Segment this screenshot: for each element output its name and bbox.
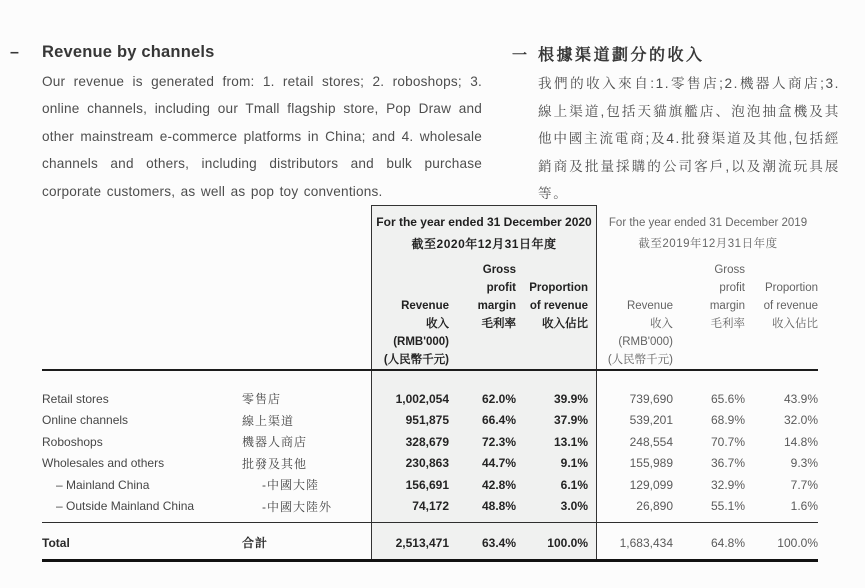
margin-label-l3: margin [709,300,745,312]
total-margin-2020: 63.4% [481,535,516,550]
proportion-2019: 9.3% [790,456,818,471]
row-label-en: Roboshops [42,434,103,449]
revenue-label-en: Revenue [401,300,449,312]
revenue-table [42,205,818,575]
col-header-margin-2019 [673,261,745,369]
proportion-2020: 13.1% [553,434,588,449]
revenue-2019: 248,554 [629,434,673,449]
col-headers-2019 [597,261,818,369]
proportion-2019: 1.6% [790,499,818,514]
table-body [42,388,818,517]
proportion-label-zh: 收入佔比 [772,318,818,330]
table-bottom-line [42,559,818,562]
proportion-label-l1: Proportion [529,282,588,294]
table-row [42,410,818,432]
table-row [42,474,818,496]
revenue-2020: 156,691 [405,477,449,492]
year-2019-title-en: For the year ended 31 December 2019 [608,217,808,229]
margin-label-l1: Gross [482,264,516,276]
total-revenue-2019: 1,683,434 [619,535,673,550]
year-2020-header [371,211,597,255]
revenue-2019: 155,989 [629,456,673,471]
revenue-unit-en: (RMB'000) [618,336,673,348]
en-section-body: Our revenue is generated from: 1. retail stores; 2. roboshops; 3. online channels, including our Tmall flagship store, Pop Draw and other mainstream e-commerce platforms in China; and 4. wholesale channels and others, including distributors and bulk purchase corporate customers, as well as pop toy conventions. [42,74,482,199]
year-2020-title-en: For the year ended 31 December 2020 [376,215,592,229]
margin-2019: 36.7% [710,456,745,471]
total-label-en: Total [42,535,70,550]
revenue-2019: 26,890 [636,499,673,514]
revenue-label-zh: 收入 [426,318,449,330]
revenue-2020: 1,002,054 [395,391,449,406]
margin-label-l2: profit [719,282,745,294]
proportion-label-l1: Proportion [764,282,818,294]
proportion-2020: 37.9% [553,413,588,428]
en-section-dash: – [10,44,19,61]
row-label-zh: -中國大陸外 [262,499,332,514]
revenue-2019: 739,690 [629,391,673,406]
margin-2019: 55.1% [710,499,745,514]
row-label-en: Retail stores [42,391,109,406]
revenue-2019: 129,099 [629,477,673,492]
margin-label-l1: Gross [714,264,745,276]
total-label-zh: 合計 [242,536,269,550]
margin-label-l3: margin [477,300,516,312]
proportion-label-l2: of revenue [529,300,588,312]
total-divider-line [42,522,818,523]
year-2019-title-zh: 截至2019年12月31日年度 [638,238,778,250]
row-label-en: – Mainland China [56,477,150,492]
revenue-label-en: Revenue [626,300,673,312]
proportion-2019: 43.9% [783,391,818,406]
proportion-2020: 6.1% [560,477,588,492]
revenue-label-zh: 收入 [650,318,673,330]
table-row [42,388,818,410]
col-header-revenue-2020 [371,297,455,369]
zh-section-dash: 一 [512,47,528,64]
margin-2020: 72.3% [481,434,516,449]
total-revenue-2020: 2,513,471 [395,535,449,550]
row-label-zh: 機器人商店 [242,435,308,450]
proportion-2019: 32.0% [783,413,818,428]
revenue-unit-zh: (人民幣千元) [607,354,673,366]
row-label-en: Online channels [42,413,129,428]
margin-2020: 44.7% [481,456,516,471]
margin-2020: 62.0% [481,391,516,406]
row-label-zh: 零售店 [242,392,282,407]
revenue-unit-zh: (人民幣千元) [383,354,449,366]
revenue-2020: 951,875 [405,413,449,428]
total-proportion-2020: 100.0% [547,535,588,550]
proportion-2019: 7.7% [790,477,818,492]
margin-2020: 66.4% [481,413,516,428]
margin-label-zh: 毛利率 [481,318,516,330]
proportion-2019: 14.8% [783,434,818,449]
total-row [42,527,818,558]
total-proportion-2019: 100.0% [777,535,818,550]
proportion-2020: 9.1% [560,456,588,471]
proportion-label-zh: 收入佔比 [542,318,588,330]
margin-label-zh: 毛利率 [710,318,745,330]
margin-2019: 70.7% [710,434,745,449]
margin-2019: 68.9% [710,413,745,428]
proportion-2020: 3.0% [560,499,588,514]
revenue-2019: 539,201 [629,413,673,428]
margin-2019: 32.9% [710,477,745,492]
proportion-label-l2: of revenue [763,300,818,312]
revenue-unit-en: (RMB'000) [393,336,449,348]
revenue-2020: 328,679 [405,434,449,449]
col-header-revenue-2019 [597,297,673,369]
revenue-2020: 230,863 [405,456,449,471]
table-row [42,453,818,475]
margin-2019: 65.6% [710,391,745,406]
en-section-title: Revenue by channels [42,43,215,61]
margin-2020: 42.8% [481,477,516,492]
zh-section-body: 我們的收入來自:1.零售店;2.機器人商店;3.線上渠道,包括天貓旗艦店、泡泡抽盒機及其他中國主流電商;及4.批發渠道及其他,包括經銷商及批量採購的公司客戶,以及潮流玩具展等。 [538,76,840,202]
year-2020-title-zh: 截至2020年12月31日年度 [411,237,557,251]
year-2019-header [598,213,818,255]
margin-2020: 48.8% [481,499,516,514]
col-header-margin-2020 [455,261,523,369]
col-header-proportion-2020 [523,279,597,369]
zh-section-title: 根據渠道劃分的收入 [538,47,705,64]
total-margin-2019: 64.8% [710,535,745,550]
margin-label-l2: profit [486,282,516,294]
row-label-zh: 批發及其他 [242,456,308,471]
row-label-en: Wholesales and others [42,456,165,471]
row-label-zh: -中國大陸 [262,478,319,493]
proportion-2020: 39.9% [553,391,588,406]
row-label-en: – Outside Mainland China [56,499,195,514]
header-divider-line [42,369,818,371]
col-header-proportion-2019 [745,279,818,369]
row-label-zh: 線上渠道 [242,413,295,428]
table-row [42,496,818,518]
table-total [42,527,818,558]
col-headers-2020 [371,261,597,369]
table-row [42,431,818,453]
revenue-2020: 74,172 [412,499,449,514]
